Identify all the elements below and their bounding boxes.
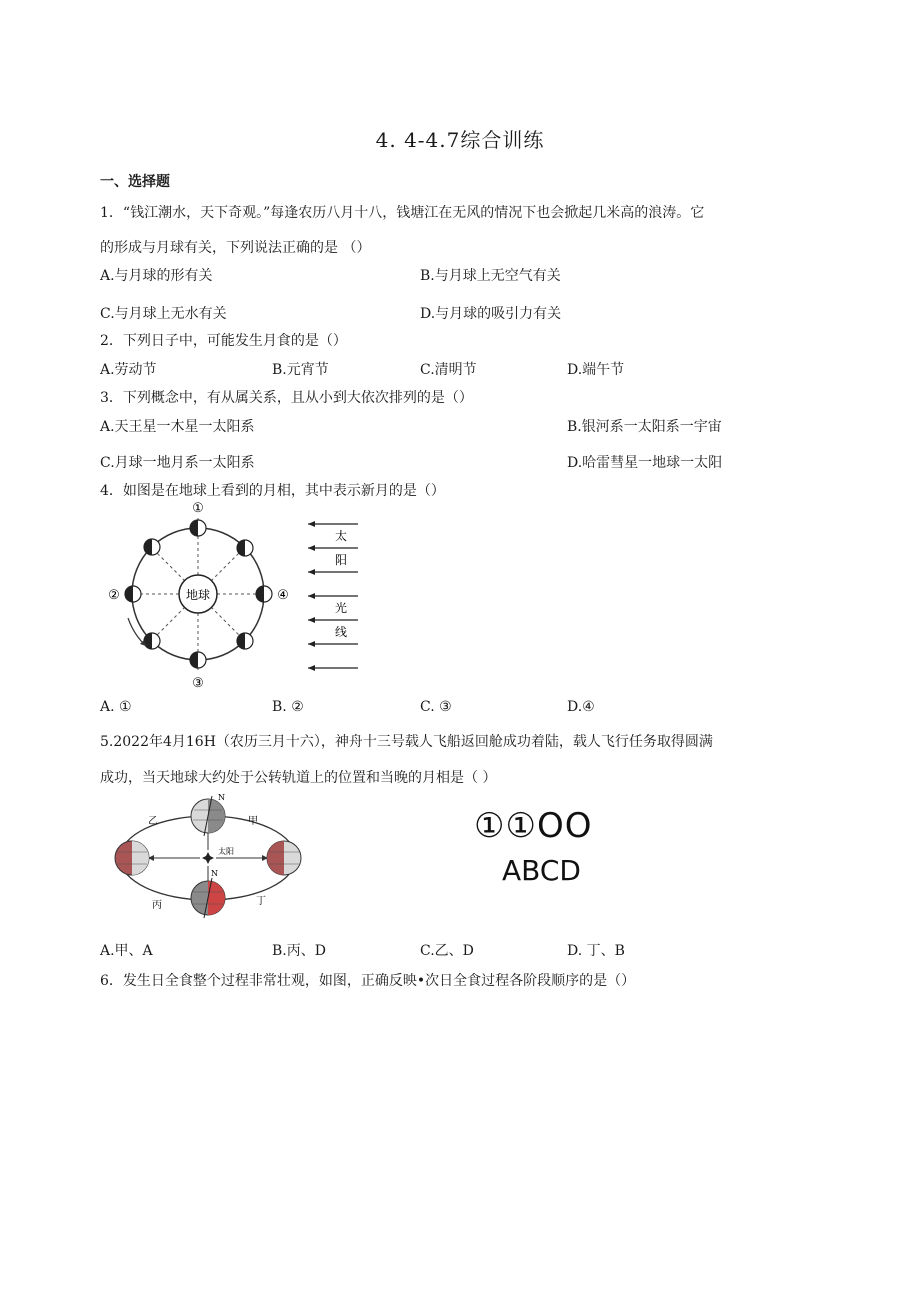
earth-bottom [191, 878, 225, 918]
moon-lower-left [144, 633, 160, 649]
q5-option-c: C.乙、D [420, 943, 474, 959]
q4-option-c: C. ③ [420, 699, 452, 715]
position-label-3: ③ [192, 676, 204, 690]
sunlight-arrowheads [308, 521, 315, 671]
q1-stem-line2: 的形成与月球有关，下列说法正确的是 （） [100, 240, 371, 256]
moon-bottom [190, 652, 206, 668]
q1-option-a: A.与月球的形有关 [100, 268, 213, 284]
q3-option-c: C.月球一地月系一太阳系 [100, 455, 255, 471]
q5-stem-line2: 成功，当天地球大约处于公转轨道上的位置和当晚的月相是（ ） [100, 770, 497, 786]
position-ding: 丁 [256, 896, 266, 907]
q2-option-d: D.端午节 [567, 362, 625, 378]
q2-stem: 2．下列日子中，可能发生月食的是（） [100, 333, 347, 349]
sunlight-char-4: 线 [334, 625, 348, 639]
q5-stem-line1: 5.2022年4月16H（农历三月十六），神舟十三号载人飞船返回舱成功着陆，载人飞行任务取得圆满 [100, 734, 713, 750]
earth-top [191, 796, 225, 836]
q3-option-a: A.天王星一木星一太阳系 [100, 419, 255, 435]
q4-stem: 4．如图是在地球上看到的月相，其中表示新月的是（） [100, 483, 445, 499]
q2-option-a: A.劳动节 [100, 362, 157, 378]
sunlight-char-3: 光 [334, 601, 348, 615]
earth-label: 地球 [185, 588, 211, 602]
north-label-bottom: N [211, 869, 218, 878]
position-yi: 乙 [148, 816, 158, 827]
q1-stem-line1: 1．“钱江潮水，天下奇观。”每逢农历八月十八，钱塘江在无风的情况下也会掀起几米高的浪涛。它 [100, 205, 705, 221]
q5-option-d: D. 丁、B [567, 943, 625, 959]
earth-left [115, 841, 149, 875]
earth-orbit-diagram [108, 790, 308, 920]
sunlight-char-2: 阳 [334, 553, 348, 567]
moon-phase-diagram [100, 500, 370, 690]
moon-phase-symbols: ①①OO [474, 806, 593, 846]
moon-top [190, 520, 206, 536]
position-label-4: ④ [277, 588, 289, 603]
position-jia: 甲 [248, 816, 258, 827]
section-heading: 一、选择题 [100, 174, 170, 190]
sun-icon [202, 852, 214, 864]
q6-stem: 6．发生日全食整个过程非常壮观，如图，正确反映•次日全食过程各阶段顺序的是（） [100, 973, 636, 989]
moon-right [256, 586, 272, 602]
sunlight-char-1: 太 [334, 529, 348, 543]
q1-option-c: C.与月球上无水有关 [100, 306, 227, 322]
position-bing: 丙 [152, 900, 162, 911]
sunlight-label [335, 528, 347, 639]
q2-option-c: C.清明节 [420, 362, 477, 378]
position-label-2: ② [108, 588, 120, 603]
q5-option-b: B.丙、D [272, 943, 326, 959]
q2-option-b: B.元宵节 [272, 362, 329, 378]
q1-option-d: D.与月球的吸引力有关 [420, 306, 562, 322]
sunlight-arrows [308, 524, 358, 668]
earth-right [267, 841, 301, 875]
q3-option-d: D.哈雷彗星一地球一太阳 [567, 455, 723, 471]
q5-option-a: A.甲、A [100, 943, 153, 959]
sun-label: 太阳 [218, 847, 234, 856]
moon-left [125, 586, 141, 602]
q3-option-b: B.银河系一太阳系一宇宙 [567, 419, 722, 435]
north-label-top: N [218, 793, 225, 802]
page-title: 4. 4-4.7综合训练 [375, 128, 545, 152]
moon-upper-right [237, 540, 253, 556]
moon-phase-letters: ABCD [502, 854, 581, 887]
moon-lower-right [237, 633, 253, 649]
position-label-1: ① [192, 501, 204, 516]
moon-upper-left [144, 539, 160, 555]
q4-option-d: D.④ [567, 699, 595, 715]
q4-option-b: B. ② [272, 699, 304, 715]
q3-stem: 3．下列概念中，有从属关系，且从小到大依次排列的是（） [100, 390, 473, 406]
q1-option-b: B.与月球上无空气有关 [420, 268, 561, 284]
q4-option-a: A. ① [100, 699, 132, 715]
